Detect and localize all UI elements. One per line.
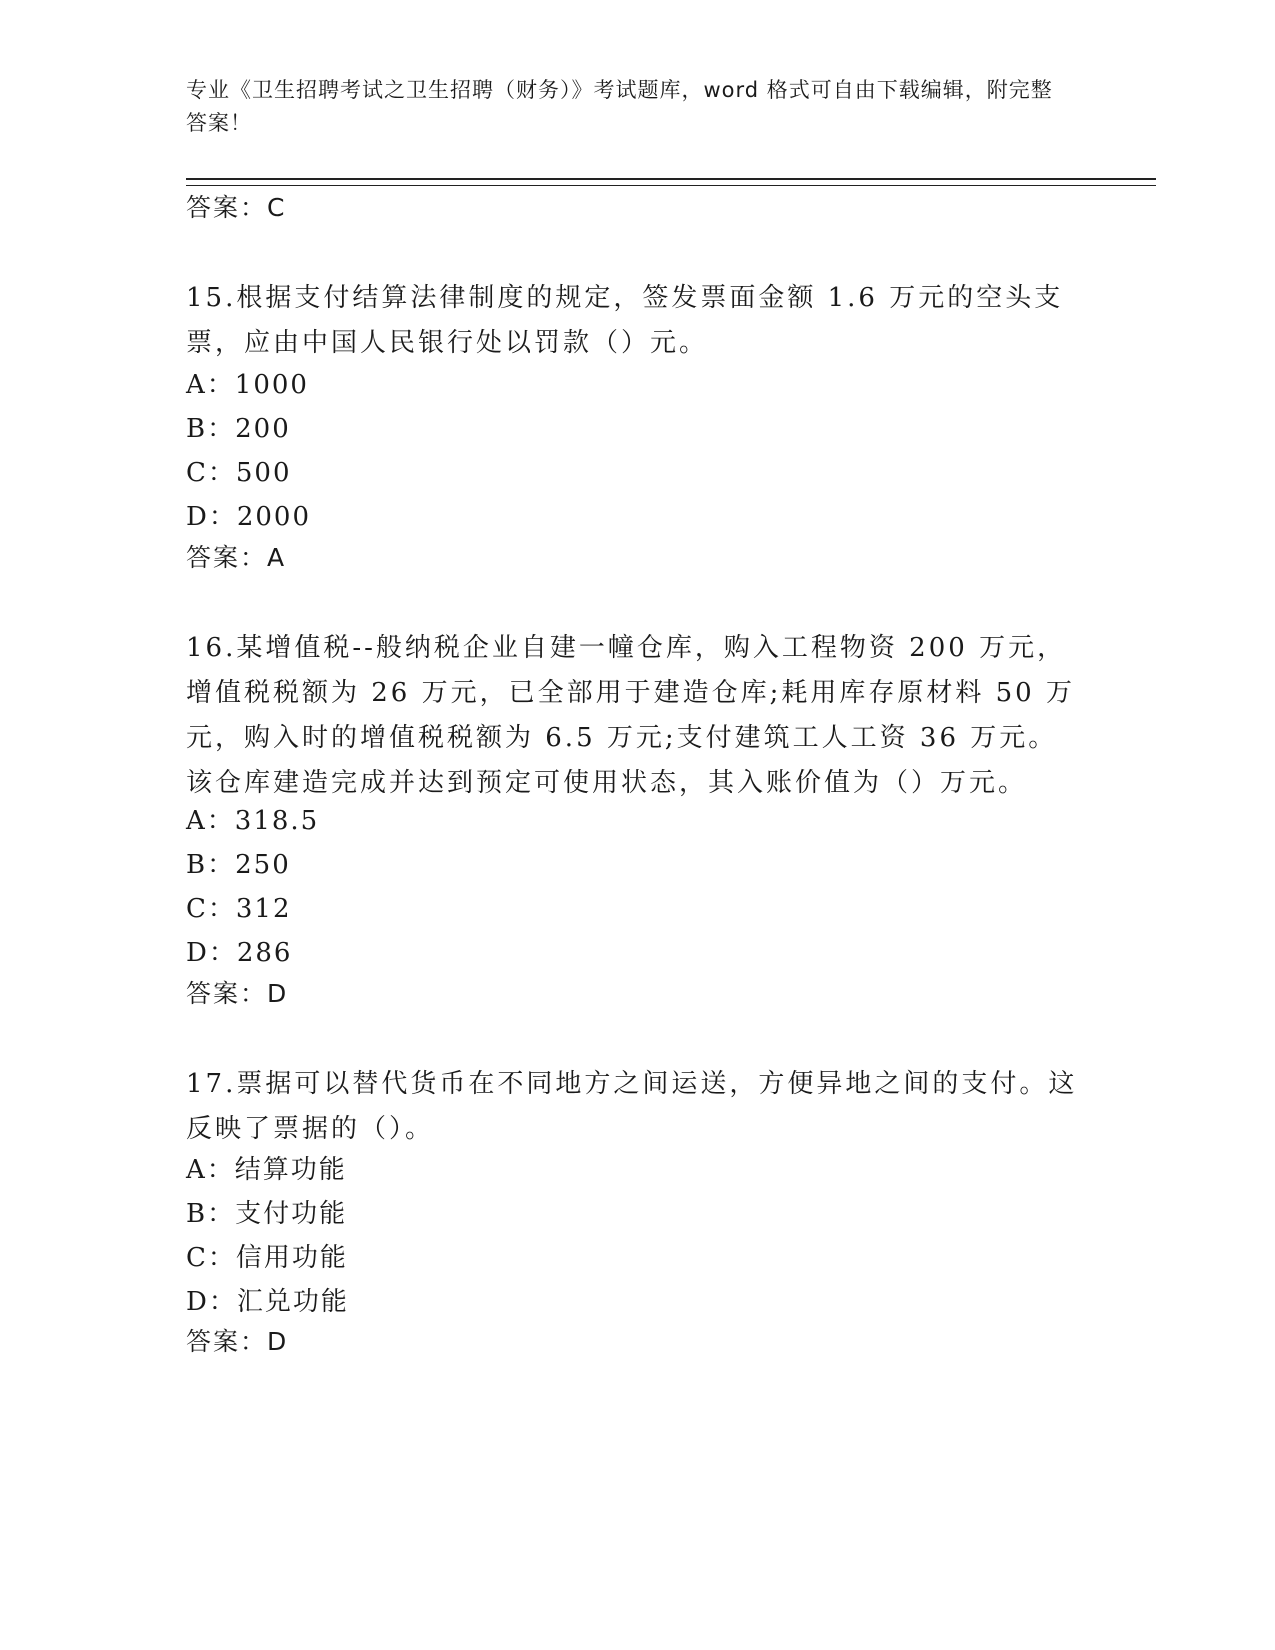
document-header: 专业《卫生招聘考试之卫生招聘（财务）》考试题库，word 格式可自由下载编辑，附完整答案！ bbox=[186, 78, 1053, 135]
question-17-option-c: C：信用功能 bbox=[186, 1243, 348, 1273]
question-17-answer: 答案：D bbox=[186, 1327, 289, 1356]
question-15-option-b: B：200 bbox=[186, 414, 291, 444]
question-16-stem: 16.某增值税--般纳税企业自建一幢仓库，购入工程物资 200 万元，增值税税额为 26 万元，已全部用于建造仓库;耗用库存原材料 50 万元，购入时的增值税税额为 6.5 万元;支付建筑工人工资 36 万元。该仓库建造完成并达到预定可使用状态，其入账价值为（）万元。 bbox=[186, 633, 1075, 798]
question-16-option-a: A：318.5 bbox=[186, 806, 320, 836]
answer-label: 答案：C bbox=[186, 193, 287, 222]
question-17-stem: 17.票据可以替代货币在不同地方之间运送，方便异地之间的支付。这反映了票据的（）。 bbox=[186, 1069, 1078, 1144]
header-divider bbox=[186, 178, 1156, 186]
question-15-option-c: C：500 bbox=[186, 458, 292, 488]
question-15-option-a: A：1000 bbox=[186, 370, 309, 400]
question-15-answer: 答案：A bbox=[186, 543, 287, 572]
question-16-option-d: D：286 bbox=[186, 938, 293, 968]
question-16-option-c: C：312 bbox=[186, 894, 292, 924]
question-16-answer: 答案：D bbox=[186, 979, 289, 1008]
question-17-option-b: B：支付功能 bbox=[186, 1199, 348, 1229]
question-17-option-d: D：汇兑功能 bbox=[186, 1287, 349, 1317]
question-15-stem: 15.根据支付结算法律制度的规定，签发票面金额 1.6 万元的空头支票，应由中国人民银行处以罚款（）元。 bbox=[186, 283, 1064, 358]
question-15-option-d: D：2000 bbox=[186, 502, 312, 532]
question-16-option-b: B：250 bbox=[186, 850, 291, 880]
question-17-option-a: A：结算功能 bbox=[186, 1155, 347, 1185]
